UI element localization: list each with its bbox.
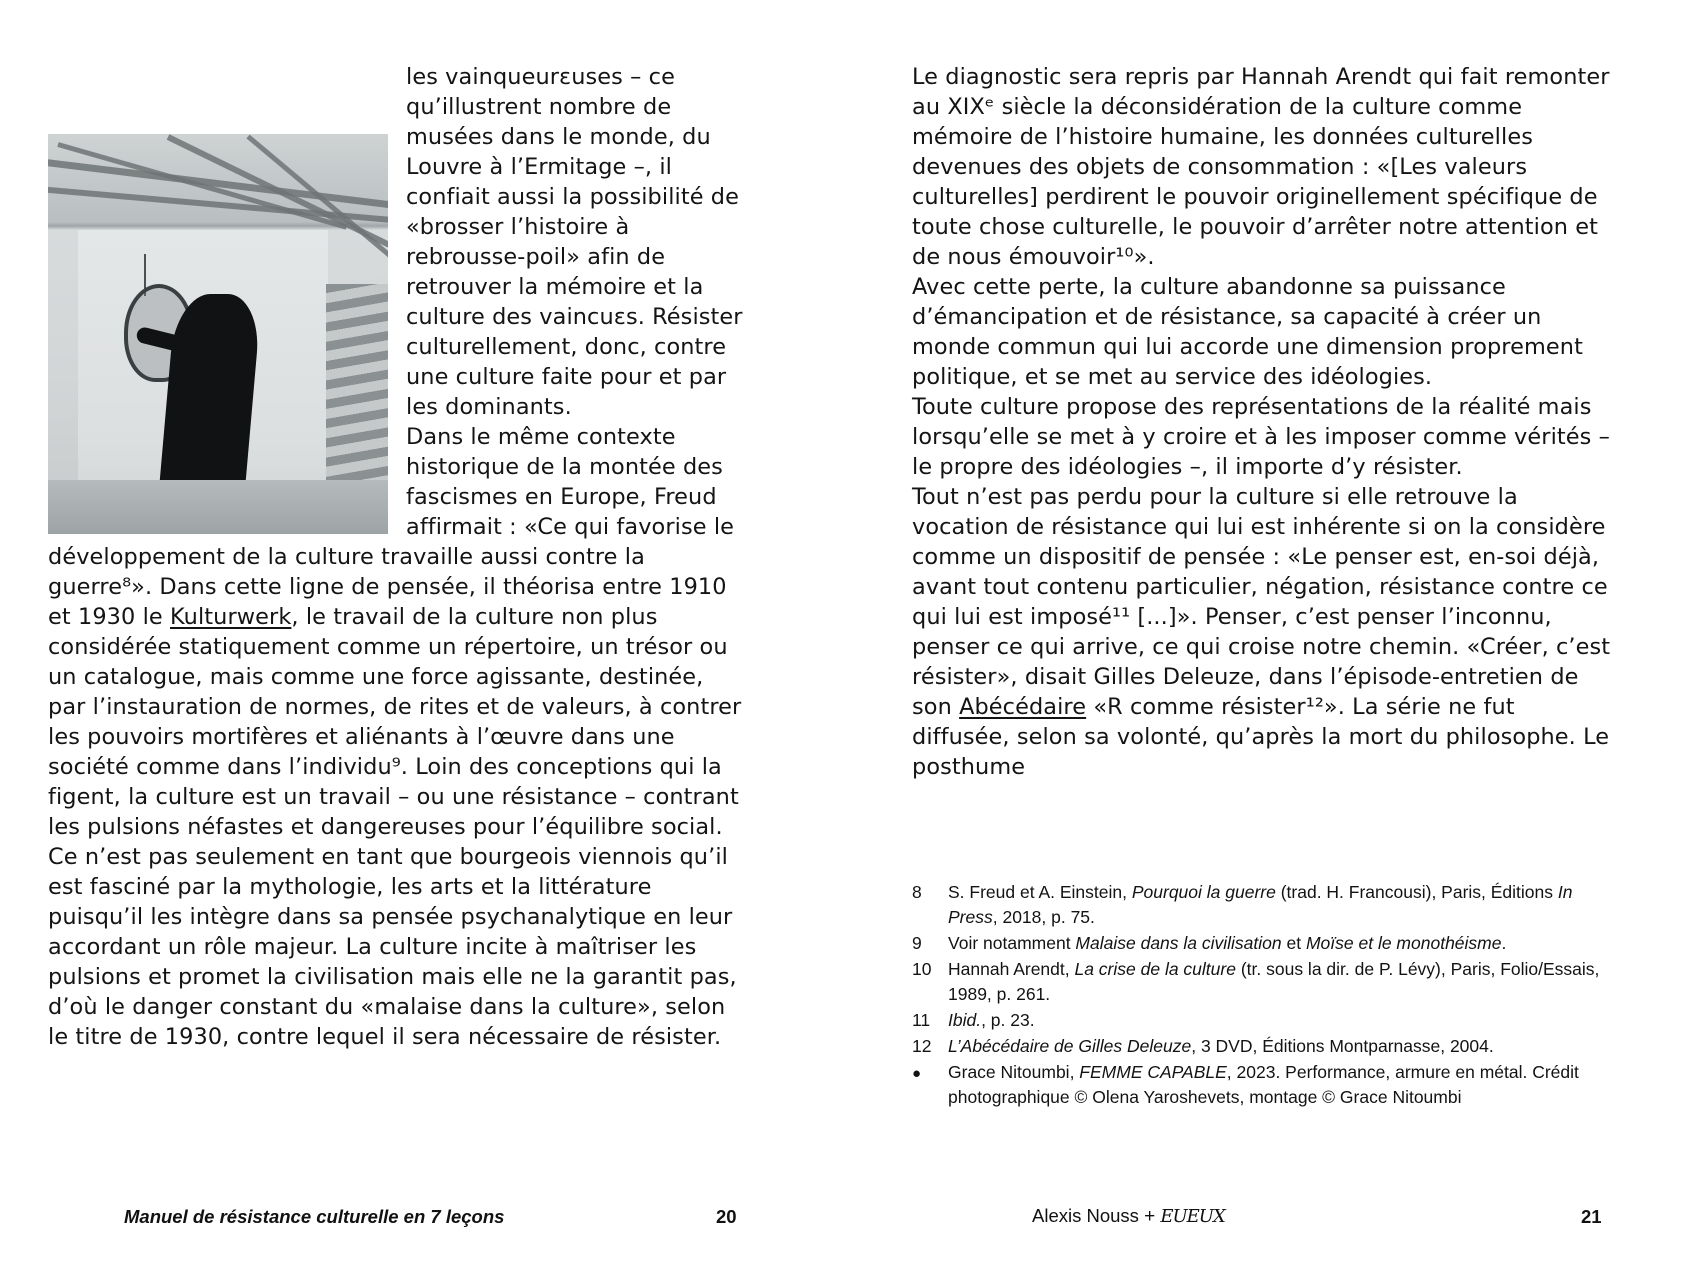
- footnote-marker: 8: [912, 882, 922, 902]
- right-page: [912, 62, 1612, 782]
- footnote-text: Grace Nitoumbi, FEMME CAPABLE, 2023. Performance, armure en métal. Crédit photographique © Olena Yaroshevets, montage © Grace Nitoumbi: [948, 1062, 1579, 1107]
- footnote-marker: 9: [912, 933, 922, 953]
- footnote-item: [912, 880, 1614, 930]
- footnote-text: Ibid., p. 23.: [948, 1010, 1035, 1030]
- plus-sign: +: [1144, 1206, 1156, 1227]
- performance-photograph: [48, 134, 388, 534]
- footnote-marker: 11: [912, 1010, 931, 1030]
- paragraph-opening: les vainqueurɛuses – ce qu’illustrent nombre de musées dans le monde, du Louvre à l’Ermitage –, il confiait aussi: [406, 64, 711, 210]
- footnote-item: [912, 1060, 1614, 1110]
- gallery-floor: [48, 480, 388, 534]
- footnote-text: Hannah Arendt, La crise de la culture (tr. sous la dir. de P. Lévy), Paris, Folio/Essais, 1989, p. 261.: [948, 959, 1600, 1004]
- footnote-marker: 10: [912, 959, 932, 979]
- paragraph-beside-figure-1: la possibilité de «brosser l’histoire à rebrousse-poil» afin de retrouver la mémoire et la culture des vaincuɛs. Résister culturellement, donc, contre une culture faite pour et par les dominants.: [406, 184, 743, 420]
- footer-page-number-right: 21: [1581, 1206, 1602, 1227]
- title-abecedaire: Abécédaire: [959, 694, 1087, 720]
- footer-page-number-left: 20: [716, 1206, 737, 1227]
- footnote-text: Voir notamment Malaise dans la civilisation et Moïse et le monothéisme.: [948, 933, 1507, 953]
- paragraph-deleuze-part1: Tout n’est pas perdu pour la culture si elle retrouve la vocation de résistance qui lui est inhérente si on la considère comme un dispositif de pensée : «Le penser est, en-soi déjà, avant tout contenu particulier, négation, résistance contre ce qui lui est imposé¹¹ [...]». Penser, c’est penser l’inconnu, penser ce qui arrive, ce qui croise notre chemin. «Créer, c’est résister», disait Gilles Deleuze, dans l’épisode-entretien de son: [912, 484, 1611, 720]
- paragraph-representations: Toute culture propose des représentations de la réalité mais lorsqu’elle se met à y croire et à les imposer comme vérités – le propre des idéologies –, il importe d’y résister.: [912, 394, 1610, 480]
- right-page-body: [912, 62, 1612, 782]
- footnote-item: [912, 957, 1614, 1007]
- footer-author-name: Alexis Nouss: [1032, 1205, 1139, 1226]
- paragraph-deleuze-part2: «R comme résister¹²». La série ne fut diffusée, selon sa volonté, qu’après la mort du philosophe. Le posthume: [912, 694, 1610, 780]
- footnotes-list: [912, 880, 1614, 1111]
- footer-book-title: Manuel de résistance culturelle en 7 leçons: [124, 1206, 505, 1227]
- paragraph-arendt-diagnostic: Le diagnostic sera repris par Hannah Arendt qui fait remonter au XIXᵉ siècle la déconsidération de la culture comme mémoire de l’histoire humaine, les données culturelles devenues des objets de consommation : «[Les valeurs culturelles] perdirent le pouvoir originellement spécifique de toute chose culturelle, le pouvoir d’arrêter notre attention et de nous émouvoir¹⁰».: [912, 64, 1610, 270]
- left-page: [48, 62, 748, 1052]
- footnote-marker: ●: [912, 1065, 922, 1082]
- handwritten-mark: EUEUX: [1160, 1206, 1225, 1227]
- paragraph-beside-figure-2: Dans le même contexte historique de la montée des fascismes en Europe, Freud affirmait : «Ce qui favorise le développement de la culture travaille: [48, 424, 735, 570]
- photo-scene: [48, 134, 388, 534]
- paragraph-perte-culture: Avec cette perte, la culture abandonne sa puissance d’émancipation et de résistance, sa capacité à créer un monde commun qui lui accorde une dimension proprement politique, et se met au service des idéologies.: [912, 274, 1583, 390]
- left-page-body: [48, 62, 748, 1052]
- term-kulturwerk: Kulturwerk: [170, 604, 292, 630]
- footnote-item: [912, 931, 1614, 956]
- paragraph-deleuze: [912, 482, 1612, 782]
- footnote-marker: 12: [912, 1036, 932, 1056]
- footnote-item: [912, 1034, 1614, 1059]
- footer-author-line: [1032, 1205, 1225, 1228]
- paragraph-continued: , le travail de la culture non plus considérée statiquement comme un répertoire, un trésor ou un catalogue, mais comme une force agissante, destinée, par l’instauration de normes, de rites et de valeurs, à contrer les pouvoirs mortifères et aliénants à l’œuvre dans une société comme dans l’individu⁹. Loin des conceptions qui la figent, la culture est un travail – ou une résistance – contrant les pulsions néfastes et dangereuses pour l’équilibre social. Ce n’est pas seulement en tant que bourgeois viennois qu’il est fasciné par la mythologie, les arts et la littérature puisqu’il les intègre dans sa pensée psychanalytique en leur accordant un rôle majeur. La culture incite à maîtriser les pulsions et promet la civilisation mais elle ne la garantit pas, d’où le danger constant du «malaise dans la culture», selon le titre de 1930, contre lequel il sera nécessaire de résister.: [48, 604, 742, 1050]
- footnote-text: S. Freud et A. Einstein, Pourquoi la guerre (trad. H. Francousi), Paris, Éditions In Press, 2018, p. 75.: [948, 882, 1573, 927]
- footnote-item: [912, 1008, 1614, 1033]
- footnote-text: L’Abécédaire de Gilles Deleuze, 3 DVD, Éditions Montparnasse, 2004.: [948, 1036, 1494, 1056]
- paragraph-after-figure: aussi contre la guerre⁸». Dans cette ligne de pensée, il théorisa entre 1910 et 1930 le: [48, 544, 727, 630]
- staircase: [326, 284, 388, 494]
